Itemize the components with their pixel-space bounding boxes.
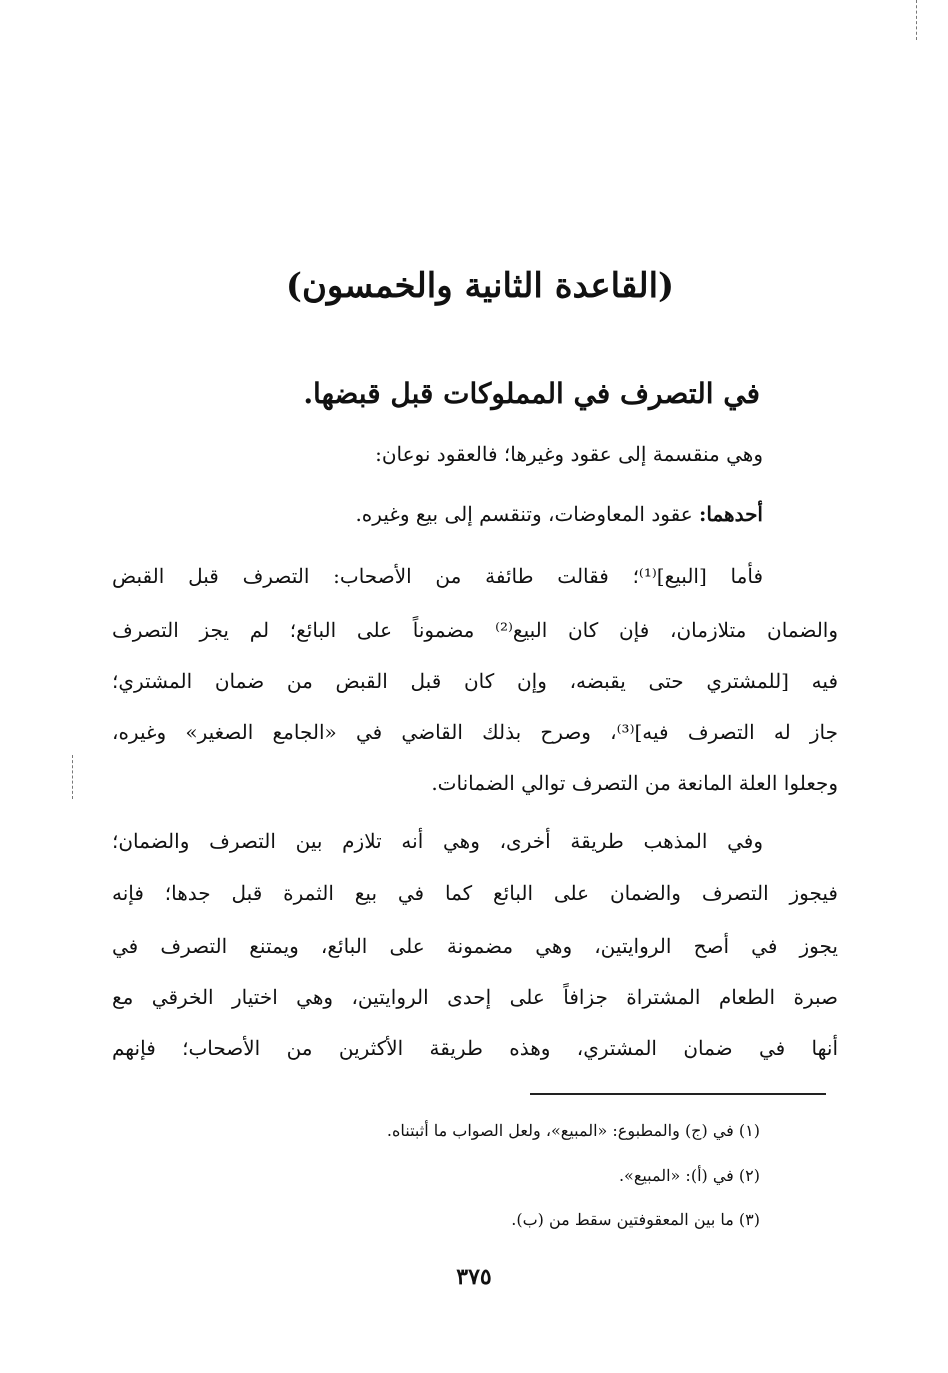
margin-scan-mark-left	[72, 755, 73, 799]
body-line-p2-1: وفي المذهب طريقة أخرى، وهي أنه تلازم بين التصرف والضمان؛	[112, 829, 763, 853]
margin-scan-mark-right	[916, 0, 917, 40]
body-line-p1-1: فأما [البيع]⁽¹⁾؛ فقالت طائفة من الأصحاب: التصرف قبل القبض	[112, 564, 763, 588]
body-line-p2-2: فيجوز التصرف والضمان على البائع كما في بيع الثمرة قبل جدها؛ فإنه	[112, 881, 838, 905]
rule-title: (القاعدة الثانية والخمسون)	[285, 266, 675, 306]
body-line-p1-2: والضمان متلازمان، فإن كان البيع⁽²⁾ مضموناً على البائع؛ لم يجز التصرف	[112, 618, 839, 642]
rule-subtitle: في التصرف في المملوكات قبل قبضها.	[303, 377, 760, 410]
body-line-p1-5: وجعلوا العلة المانعة من التصرف توالي الضمانات.	[431, 771, 838, 795]
body-line-p2-5: أنها في ضمان المشتري، وهذه طريقة الأكثرين من الأصحاب؛ فإنهم	[112, 1036, 838, 1060]
body-line-first-type	[355, 494, 763, 534]
first-type-label: أحدهما:	[698, 502, 763, 526]
body-line-p2-3: يجوز في أصح الروايتين، وهي مضمونة على البائع، ويمتنع التصرف في	[112, 934, 838, 958]
body-line-p1-4: جاز له التصرف فيه]⁽³⁾، وصرح بذلك القاضي في «الجامع الصغير» وغيره،	[112, 720, 838, 744]
page-number: ٣٧٥	[456, 1264, 492, 1290]
body-line-p2-4: صبرة الطعام المشتراة جزافاً على إحدى الروايتين، وهي اختيار الخرقي مع	[112, 985, 838, 1009]
footnote-separator	[530, 1093, 826, 1095]
first-type-text: عقود المعاوضات، وتنقسم إلى بيع وغيره.	[355, 502, 693, 526]
footnote-3: (٣) ما بين المعقوفتين سقط من (ب).	[511, 1210, 760, 1229]
body-line-intro: وهي منقسمة إلى عقود وغيرها؛ فالعقود نوعان:	[375, 442, 763, 466]
footnote-2: (٢) في (أ): «المبيع».	[618, 1166, 760, 1185]
body-line-p1-3: فيه [للمشتري حتى يقبضه، وإن كان قبل القبض من ضمان المشتري؛	[112, 669, 838, 693]
footnote-1: (١) في (ج) والمطبوع: «المبيع»، ولعل الصواب ما أثبتناه.	[386, 1121, 760, 1140]
